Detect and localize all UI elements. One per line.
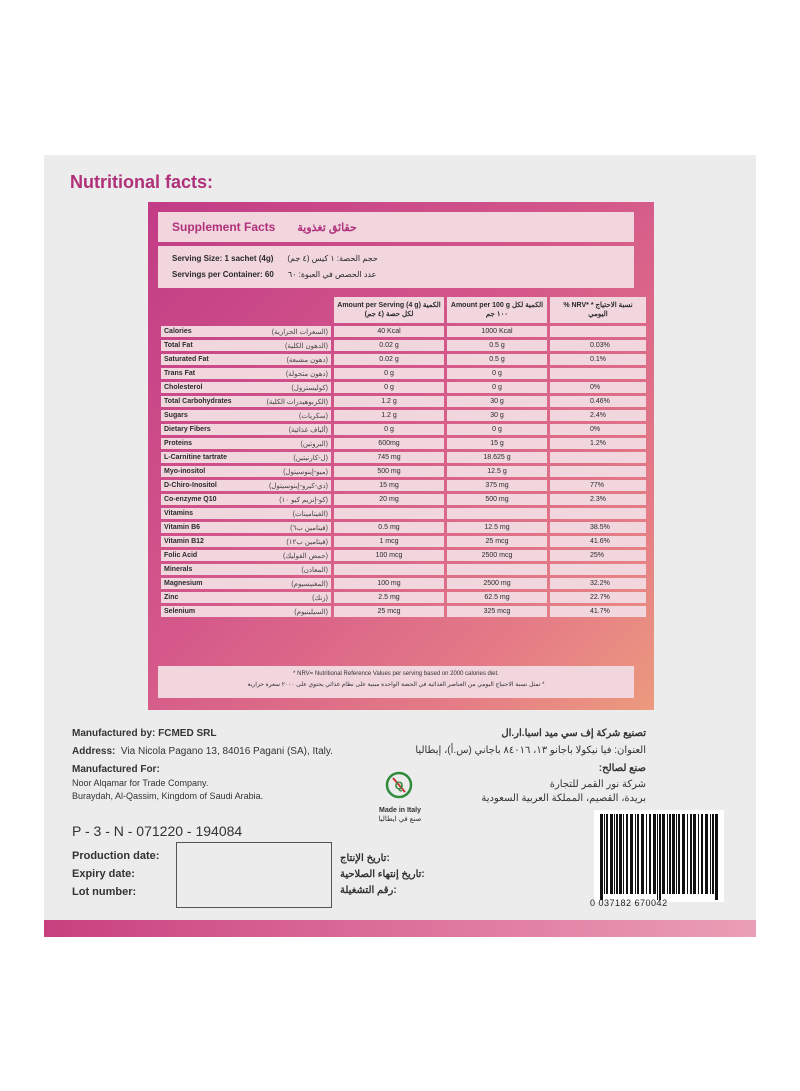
lot-number-ar: رقم التشغيلة:: [340, 885, 397, 896]
nrv-percent: 25%: [550, 550, 646, 561]
table-row: [161, 550, 646, 561]
nutrient-name-en: Calories: [164, 327, 192, 335]
table-row: [161, 452, 646, 463]
amount-per-100g: 12.5 g: [447, 466, 547, 477]
barcode-bar: [669, 814, 671, 894]
amount-per-serving: 25 mcg: [334, 606, 444, 617]
barcode-bar: [701, 814, 703, 894]
nutrient-name-en: Myo-inositol: [164, 467, 206, 475]
nutrient-name: [161, 592, 331, 603]
table-row: [161, 354, 646, 365]
nutrient-name: [161, 536, 331, 547]
nrv-percent: 77%: [550, 480, 646, 491]
amount-per-serving: 20 mg: [334, 494, 444, 505]
amount-per-100g: 30 g: [447, 410, 547, 421]
barcode-bar: [712, 814, 714, 894]
amount-per-serving: 100 mcg: [334, 550, 444, 561]
nutrient-name-en: Magnesium: [164, 579, 203, 587]
table-row: [161, 326, 646, 337]
amount-per-100g: [447, 508, 547, 519]
barcode-bar: [715, 814, 718, 900]
barcode-bar: [610, 814, 613, 894]
amount-per-100g: 15 g: [447, 438, 547, 449]
barcode-bar: [672, 814, 675, 894]
quality-logo-icon: [384, 770, 414, 800]
barcode-bar: [623, 814, 624, 894]
nrv-percent: 41.6%: [550, 536, 646, 547]
amount-per-serving: 100 mg: [334, 578, 444, 589]
table-row: [161, 396, 646, 407]
amount-per-serving: 2.5 mg: [334, 592, 444, 603]
amount-per-100g: 0 g: [447, 368, 547, 379]
lot-number-label: Lot number:: [72, 886, 137, 898]
table-row: [161, 536, 646, 547]
barcode-bar: [678, 814, 680, 894]
amount-per-100g: 0 g: [447, 424, 547, 435]
nutrient-name-ar: (السيلينيوم): [294, 608, 328, 616]
nutrient-name-en: Dietary Fibers: [164, 425, 211, 433]
nutrient-name-ar: (السعرات الحرارية): [271, 328, 328, 336]
lot-code: P - 3 - N - 071220 - 194084: [72, 823, 243, 839]
nutrient-name-ar: (المغنيسيوم): [291, 580, 328, 588]
manufactured-by: Manufactured by: FCMED SRL: [72, 728, 217, 739]
barcode-bar: [653, 814, 656, 894]
amount-per-100g: 2500 mcg: [447, 550, 547, 561]
serving-info: [158, 246, 634, 288]
nrv-percent: 32.2%: [550, 578, 646, 589]
table-row: [161, 340, 646, 351]
nutrient-name-ar: (الدهون الكلية): [285, 342, 328, 350]
nutrient-name-ar: (كو-إنزيم كيو ١٠): [279, 496, 328, 504]
table-row: [161, 592, 646, 603]
barcode: [594, 810, 724, 902]
barcode-bar: [690, 814, 692, 894]
barcode-bar: [606, 814, 608, 894]
nutrient-name-en: D-Chiro-Inositol: [164, 481, 217, 489]
amount-per-serving: 0 g: [334, 382, 444, 393]
amount-per-100g: 325 mcg: [447, 606, 547, 617]
nutrient-name-en: Vitamins: [164, 509, 194, 517]
nrv-percent: [550, 452, 646, 463]
nutrient-name: [161, 466, 331, 477]
barcode-number: 0 037182 670042: [590, 898, 668, 908]
barcode-bar: [604, 814, 605, 894]
footnote-en: * NRV= Nutritional Reference Values per serving based on 2000 calories diet.: [293, 671, 499, 677]
amount-per-serving: 40 Kcal: [334, 326, 444, 337]
nutrient-name: [161, 480, 331, 491]
address: Address: Via Nicola Pagano 13, 84016 Pagani (SA), Italy.: [72, 746, 333, 757]
barcode-bar: [687, 814, 688, 894]
supplement-facts-header: [158, 212, 634, 242]
nrv-percent: 38.5%: [550, 522, 646, 533]
table-row: [161, 410, 646, 421]
nutrient-name: [161, 606, 331, 617]
amount-per-serving: 15 mg: [334, 480, 444, 491]
amount-per-100g: [447, 564, 547, 575]
nutrient-name-en: Zinc: [164, 593, 179, 601]
amount-per-100g: 30 g: [447, 396, 547, 407]
table-row: [161, 368, 646, 379]
barcode-bar: [619, 814, 622, 894]
table-row: [161, 438, 646, 449]
nutrient-name-ar: (دهون متحولة): [285, 370, 328, 378]
nrv-percent: 2.3%: [550, 494, 646, 505]
nutrient-name-en: Cholesterol: [164, 383, 203, 391]
nrv-percent: 1.2%: [550, 438, 646, 449]
barcode-bar: [614, 814, 615, 894]
nutrient-name-en: Sugars: [164, 411, 188, 419]
nrv-percent: 0%: [550, 382, 646, 393]
nutrient-name-ar: (كوليسترول): [291, 384, 328, 392]
amount-per-100g: 12.5 mg: [447, 522, 547, 533]
table-row: [161, 578, 646, 589]
nutrient-name-ar: (الفيتامينات): [292, 510, 328, 518]
nrv-percent: 22.7%: [550, 592, 646, 603]
amount-per-100g: 2500 mg: [447, 578, 547, 589]
manufactured-for-line1: Noor Alqamar for Trade Company.: [72, 778, 209, 788]
nutrient-name: [161, 438, 331, 449]
nutrient-name-en: Selenium: [164, 607, 196, 615]
nutrient-name-ar: (دي-كيرو-إينوسيتول): [268, 482, 328, 490]
nutrient-name-en: Folic Acid: [164, 551, 198, 559]
amount-per-serving: [334, 564, 444, 575]
barcode-bar: [626, 814, 628, 894]
amount-per-100g: 500 mg: [447, 494, 547, 505]
nrv-percent: [550, 508, 646, 519]
nutrient-name: [161, 382, 331, 393]
nutrient-name-ar: (البروتين): [300, 440, 328, 448]
nutrient-name: [161, 494, 331, 505]
nutrient-name-en: Total Fat: [164, 341, 193, 349]
table-row: [161, 606, 646, 617]
nutrient-name: [161, 410, 331, 421]
table-row: [161, 382, 646, 393]
nutrient-name-ar: (فيتامين ب٦): [290, 524, 328, 532]
nutrition-table: [158, 294, 649, 620]
nrv-percent: [550, 368, 646, 379]
barcode-bar: [600, 814, 603, 900]
table-row: [161, 480, 646, 491]
barcode-bar: [662, 814, 665, 894]
nrv-percent: 0.1%: [550, 354, 646, 365]
amount-per-100g: 18.625 g: [447, 452, 547, 463]
nutrient-name-en: Total Carbohydrates: [164, 397, 232, 405]
nrv-percent: 41.7%: [550, 606, 646, 617]
nutrition-table-body: [161, 326, 646, 617]
serving-size: Serving Size: 1 sachet (4g) حجم الحصة: ١ كيس (٤ جم): [172, 254, 378, 263]
nutrient-name-ar: (ميو-إينوسيتول): [283, 468, 328, 476]
nutrient-name-en: Vitamin B12: [164, 537, 204, 545]
barcode-bar: [659, 814, 661, 900]
nutrient-name: [161, 340, 331, 351]
nutrient-name-en: L-Carnitine tartrate: [164, 453, 228, 461]
nutrient-name: [161, 452, 331, 463]
barcode-bar: [657, 814, 658, 900]
nrv-percent: 0%: [550, 424, 646, 435]
table-row: [161, 522, 646, 533]
nutrient-name: [161, 424, 331, 435]
page-title: Nutritional facts:: [70, 172, 214, 192]
amount-per-100g: 0 g: [447, 382, 547, 393]
table-row: [161, 564, 646, 575]
barcode-bar: [641, 814, 644, 894]
barcode-bar: [705, 814, 708, 894]
bottom-gradient-band: [44, 920, 756, 937]
amount-per-serving: 0.5 mg: [334, 522, 444, 533]
nutrient-name-ar: (المعادن): [301, 566, 328, 574]
nutrient-name-ar: (فيتامين ب١٢): [286, 538, 328, 546]
supplement-facts-title-ar: حقائق تغذوية: [297, 221, 357, 234]
amount-per-serving: 500 mg: [334, 466, 444, 477]
date-stamp-box: [176, 842, 332, 908]
amount-per-serving: 0 g: [334, 424, 444, 435]
nutrient-name-ar: (زنك): [312, 594, 328, 602]
production-date-label: Production date:: [72, 850, 160, 862]
manufactured-for-line2: Buraydah, Al-Qassim, Kingdom of Saudi Arabia.: [72, 791, 264, 801]
barcode-bar: [635, 814, 636, 894]
svg-text:Q: Q: [394, 780, 404, 792]
nutrient-name-ar: (حمض الفوليك): [283, 552, 328, 560]
amount-per-serving: 1.2 g: [334, 396, 444, 407]
nutrient-name: [161, 354, 331, 365]
nrv-percent: 0.03%: [550, 340, 646, 351]
nutrient-name-ar: (ل-كارنيتين): [293, 454, 328, 462]
amount-per-100g: 25 mcg: [447, 536, 547, 547]
manufacturer-ar-line4: شركة نور القمر للتجارة: [549, 779, 646, 790]
barcode-bar: [667, 814, 668, 894]
table-header-row: [161, 297, 646, 323]
footnote-ar: * تمثل نسبة الاحتياج اليومي من العناصر الغذائية في الحصة الواحدة مبنية على نظام غذائي يحتوي على ٢٠٠٠ سعرة حرارية: [247, 682, 545, 688]
header-per-serving: Amount per Serving (4 g) الكمية لكل حصة (٤ جم): [334, 297, 444, 323]
amount-per-serving: 1 mcg: [334, 536, 444, 547]
nutrient-name: [161, 508, 331, 519]
nutrient-name-en: Minerals: [164, 565, 193, 573]
nutrient-name-en: Saturated Fat: [164, 355, 209, 363]
nrv-percent: [550, 564, 646, 575]
barcode-bar: [646, 814, 647, 894]
amount-per-100g: 1000 Kcal: [447, 326, 547, 337]
servings-per-container: Servings per Container: 60 عدد الحصص في العبوة: ٦٠: [172, 270, 377, 279]
expiry-date-ar: تاريخ إنتهاء الصلاحية:: [340, 869, 425, 880]
nrv-footnote: [158, 666, 634, 698]
nutrient-name-en: Co-enzyme Q10: [164, 495, 217, 503]
amount-per-serving: 0.02 g: [334, 340, 444, 351]
barcode-bar: [616, 814, 618, 894]
header-blank: [161, 297, 331, 323]
nutrient-name-en: Proteins: [164, 439, 193, 447]
nrv-percent: 2.4%: [550, 410, 646, 421]
nutrient-name-ar: (دهون مشبعة): [286, 356, 328, 364]
nutrient-name-ar: (سكريات): [299, 412, 328, 420]
production-date-ar: تاريخ الإنتاج:: [340, 853, 390, 864]
amount-per-100g: 0.5 g: [447, 340, 547, 351]
amount-per-100g: 62.5 mg: [447, 592, 547, 603]
manufacturer-ar-line5: بريدة، القصيم، المملكة العربية السعودية: [481, 793, 646, 804]
amount-per-serving: 1.2 g: [334, 410, 444, 421]
nrv-percent: 0.46%: [550, 396, 646, 407]
amount-per-serving: 0.02 g: [334, 354, 444, 365]
supplement-facts-card: [148, 202, 654, 710]
table-row: [161, 466, 646, 477]
header-nrv: % NRV* * نسبة الاحتياج اليومي: [550, 297, 646, 323]
table-row: [161, 494, 646, 505]
barcode-bar: [698, 814, 699, 894]
amount-per-serving: 745 mg: [334, 452, 444, 463]
nutrient-name: [161, 326, 331, 337]
expiry-date-label: Expiry date:: [72, 868, 135, 880]
barcode-bar: [682, 814, 685, 894]
amount-per-serving: 600mg: [334, 438, 444, 449]
nutrient-name-en: Trans Fat: [164, 369, 196, 377]
nutrient-name-ar: (الكربوهيدرات الكلية): [266, 398, 328, 406]
barcode-bar: [710, 814, 711, 894]
barcode-bar: [649, 814, 651, 894]
nrv-percent: [550, 466, 646, 477]
manufacturer-ar-line3: صنع لصالح:: [598, 763, 646, 774]
amount-per-serving: [334, 508, 444, 519]
nutrient-name: [161, 550, 331, 561]
table-row: [161, 508, 646, 519]
nutrient-name: [161, 522, 331, 533]
manufactured-for-label: Manufactured For:: [72, 764, 160, 775]
nutrient-name-ar: (ألياف غذائية): [288, 426, 328, 434]
nutrient-name: [161, 578, 331, 589]
made-in-italy: Made in Italy صنع في ايطاليا: [378, 807, 422, 823]
table-row: [161, 424, 646, 435]
barcode-bar: [676, 814, 677, 894]
nutrient-name: [161, 368, 331, 379]
nrv-percent: [550, 326, 646, 337]
nutrient-name: [161, 396, 331, 407]
amount-per-serving: 0 g: [334, 368, 444, 379]
header-per-100g: Amount per 100 g الكمية لكل ١٠٠ جم: [447, 297, 547, 323]
manufacturer-ar-line2: العنوان: فيا نيكولا باجانو ١٣، ٨٤٠١٦ باجاني (س.أ)، إيطاليا: [415, 745, 646, 756]
amount-per-100g: 0.5 g: [447, 354, 547, 365]
nutrient-name-en: Vitamin B6: [164, 523, 201, 531]
barcode-bar: [630, 814, 633, 894]
nutrient-name: [161, 564, 331, 575]
supplement-facts-title: Supplement Facts: [172, 220, 276, 234]
manufacturer-ar-line1: تصنيع شركة إف سي ميد اسبا.ار.ال: [501, 728, 646, 739]
barcode-bar: [693, 814, 696, 894]
barcode-bar: [637, 814, 639, 894]
amount-per-100g: 375 mg: [447, 480, 547, 491]
